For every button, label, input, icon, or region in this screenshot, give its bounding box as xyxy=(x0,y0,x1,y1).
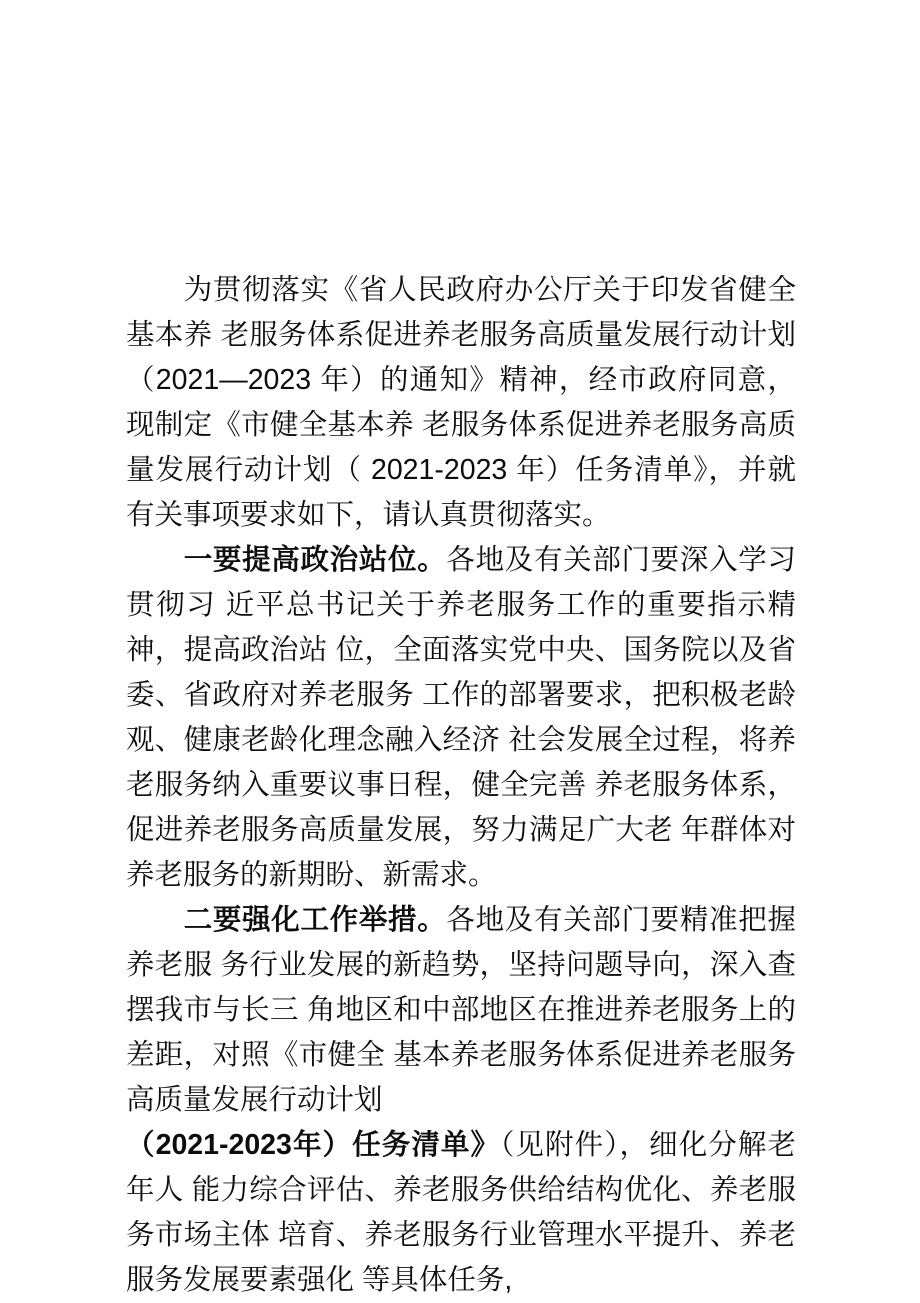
paragraph-intro-text: 为贯彻落实《省人民政府办公厅关于印发省健全基本养 老服务体系促进养老服务高质量发展行动计划（2021—2023 年）的通知》精神，经市政府同意，现制定《市健全基本养 老服务体系促进养老服务高质量发展行动计划（ 2021-2023 年）任务清单》，并就有关事项要求如下，请认真贯彻落实。 xyxy=(126,274,796,531)
paragraph-strengthen-measures-text-part1: 各地及有关部门要精准把握养老服 务行业发展的新趋势，坚持问题导向，深入查摆我市与长三 角地区和中部地区在推进养老服务上的差距，对照《市健全 基本养老服务体系促进养老服务高质量发展行动计划 xyxy=(126,904,796,1116)
section-heading-one: 一要提高政治站位。 xyxy=(183,544,447,576)
section-heading-two: 二要强化工作举措。 xyxy=(183,904,447,936)
paragraph-political-stance-text: 各地及有关部门要深入学习贯彻习 近平总书记关于养老服务工作的重要指示精神，提高政治站 位，全面落实党中央、国务院以及省委、省政府对养老服务 工作的部署要求，把积极老龄观、健康老龄化理念融入经济 社会发展全过程，将养老服务纳入重要议事日程，健全完善 养老服务体系，促进养老服务高质量发展，努力满足广大老 年群体对养老服务的新期盼、新需求。 xyxy=(126,544,796,891)
paragraph-strengthen-measures-text-part2: （见附件），细化分解老年人 能力综合评估、养老服务供给结构优化、养老服务市场主体 培育、养老服务行业管理水平提升、养老服务发展要素强化 等具体任务, xyxy=(126,1129,796,1296)
document-body xyxy=(126,268,796,1303)
task-list-title-reference: （2021-2023年）任务清单》 xyxy=(126,1129,501,1161)
paragraph-political-stance xyxy=(126,538,796,898)
paragraph-strengthen-measures-b xyxy=(126,1123,796,1303)
paragraph-intro xyxy=(126,268,796,538)
paragraph-strengthen-measures-a xyxy=(126,898,796,1123)
